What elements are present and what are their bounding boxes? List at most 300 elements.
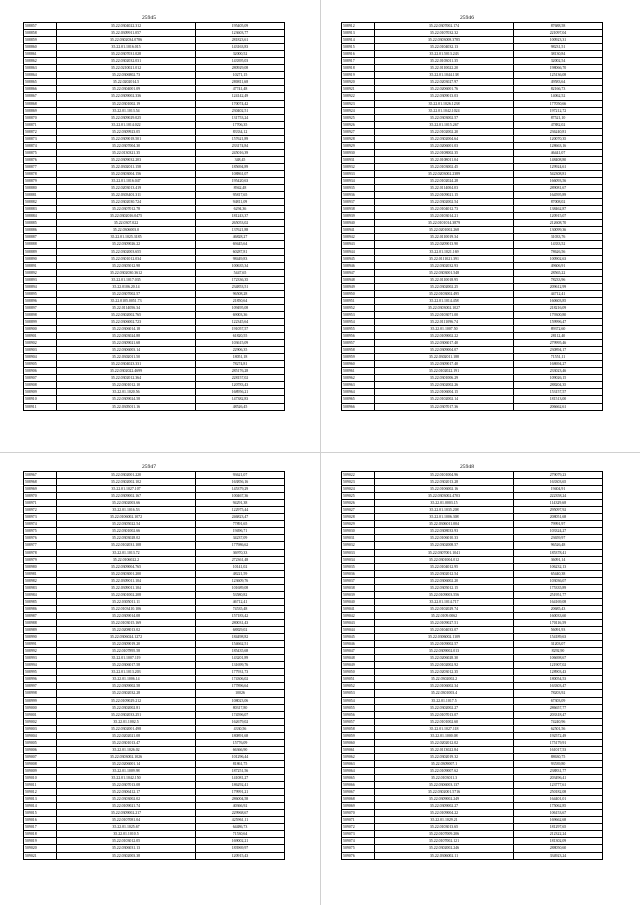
amount-cell: 174596,07	[196, 711, 285, 718]
amount-cell: 289081,67	[514, 185, 603, 192]
cadastral-number-cell: 35.22.01.1017.5	[375, 697, 514, 704]
row-id-cell: 508987	[24, 612, 57, 619]
table-row	[24, 58, 285, 65]
row-id-cell: 509061	[342, 746, 375, 753]
amount-cell: 177931,73	[196, 669, 285, 676]
amount-cell: 46712,41	[196, 598, 285, 605]
amount-cell: 96508,28	[196, 290, 285, 297]
amount-cell: 8292,90	[514, 648, 603, 655]
table-row	[24, 817, 285, 824]
cadastral-number-cell: 35.22.01.1000.08	[375, 732, 514, 739]
row-id-cell: 508870	[24, 114, 57, 121]
table-row	[24, 290, 285, 297]
cadastral-number-cell: 35.22.0309002.013	[375, 648, 514, 655]
amount-cell: 120783,43	[196, 382, 285, 389]
cadastral-number-cell: 35.22.0309013.03	[375, 93, 514, 100]
row-id-cell: 509037	[342, 577, 375, 584]
cadastral-number-cell: 35.22.0305022.54	[57, 521, 196, 528]
cadastral-number-cell: 35.22.0306002.11	[375, 852, 514, 859]
row-id-cell: 508952	[342, 304, 375, 311]
amount-cell: 222358,24	[514, 493, 603, 500]
amount-cell: 229968,67	[196, 810, 285, 817]
amount-cell: 109495,08	[196, 304, 285, 311]
cadastral-number-cell: 35.22.0110022.20	[375, 65, 514, 72]
amount-cell: 120070,35	[514, 135, 603, 142]
cadastral-number-cell: 35.22.0203012.35	[375, 669, 514, 676]
table-row	[342, 199, 603, 206]
table-row	[24, 676, 285, 683]
row-id-cell: 508964	[342, 389, 375, 396]
amount-cell: 179300,80	[514, 311, 603, 318]
cadastral-number-cell: 35.22.0302033.251	[57, 711, 196, 718]
amount-cell: 96526,48	[514, 542, 603, 549]
cadastral-number-cell: 35.22.0106002.16	[375, 486, 514, 493]
table-row	[24, 86, 285, 93]
amount-cell: 131699,76	[196, 662, 285, 669]
amount-cell: 32000,52	[196, 51, 285, 58]
cadastral-number-cell: 35.22.0301002.208	[57, 591, 196, 598]
cadastral-number-cell: 35.22.0309024.58	[57, 396, 196, 403]
amount-cell: 168956,21	[196, 389, 285, 396]
row-id-cell: 509062	[342, 753, 375, 760]
cadastral-number-cell: 35.22.0306412.17	[57, 789, 196, 796]
cadastral-number-cell: 35.22.0302002.27	[375, 704, 514, 711]
cadastral-number-cell: 35.22.0301002.66	[57, 528, 196, 535]
table-row	[24, 704, 285, 711]
amount-cell: 28565,22	[514, 269, 603, 276]
row-id-cell: 509044	[342, 627, 375, 634]
table-row	[342, 472, 603, 479]
amount-cell: 221097,04	[514, 30, 603, 37]
table-row	[24, 584, 285, 591]
table-row	[342, 683, 603, 690]
amount-cell: 87521,10	[514, 114, 603, 121]
cadastral-number-cell: 35.22.0307002.57	[57, 290, 196, 297]
row-id-cell: 508915	[342, 44, 375, 51]
amount-cell: 181297,65	[514, 824, 603, 831]
table-row	[24, 746, 285, 753]
cadastral-number-cell: 35.22.0306011.004	[375, 521, 514, 528]
amount-cell: 154189,63	[514, 634, 603, 641]
row-id-cell: 508899	[24, 318, 57, 325]
row-id-cell: 509001	[24, 711, 57, 718]
table-row	[342, 486, 603, 493]
cadastral-number-cell: 35.22.0309911.057	[57, 30, 196, 37]
table-row	[24, 178, 285, 185]
cadastral-number-cell: 35.22.01.1013.203	[57, 669, 196, 676]
cadastral-number-cell: 35.22.0102022.191	[375, 368, 514, 375]
table-row	[24, 220, 285, 227]
cadastral-number-cell: 35.22.0306802.73	[57, 72, 196, 79]
row-id-cell: 509075	[342, 845, 375, 852]
amount-cell: 19404,91	[514, 486, 603, 493]
table-row	[342, 248, 603, 255]
cadastral-number-cell: 35.22.0309002.27	[375, 803, 514, 810]
cadastral-number-cell: 35.22.0306003.0	[57, 227, 196, 234]
row-id-cell: 508975	[24, 528, 57, 535]
table-row	[24, 163, 285, 170]
amount-cell: 250182,08	[514, 789, 603, 796]
cadastral-number-cell: 35.22.01.1027.118	[375, 725, 514, 732]
table-row	[24, 283, 285, 290]
table-row	[24, 311, 285, 318]
cadastral-number-cell: 35.22.0206001.03	[375, 142, 514, 149]
cadastral-number-cell: 35.22.0306014.18	[57, 326, 196, 333]
row-id-cell: 508888	[24, 241, 57, 248]
amount-cell: 185378,41	[514, 549, 603, 556]
row-id-cell: 508867	[24, 93, 57, 100]
amount-cell: 53580,82	[196, 591, 285, 598]
table-row	[24, 627, 285, 634]
row-id-cell: 508992	[24, 648, 57, 655]
row-id-cell: 508903	[24, 347, 57, 354]
amount-cell: 18051,18	[196, 354, 285, 361]
row-id-cell: 508936	[342, 192, 375, 199]
table-row	[342, 333, 603, 340]
amount-cell: 265053,02	[196, 220, 285, 227]
row-id-cell: 509009	[24, 767, 57, 774]
cadastral-number-cell: 35.22.0309002.167	[57, 493, 196, 500]
amount-cell: 95817,65	[196, 192, 285, 199]
amount-cell: 180054,53	[514, 676, 603, 683]
table-row	[342, 746, 603, 753]
table-row	[24, 655, 285, 662]
amount-cell: 160603,85	[514, 297, 603, 304]
table-row	[342, 605, 603, 612]
table-row	[342, 121, 603, 128]
cadastral-number-cell: 35.22.0303028.02	[57, 535, 196, 542]
table-row	[342, 803, 603, 810]
table-row	[342, 528, 603, 535]
amount-cell: 143201,89	[196, 655, 285, 662]
amount-cell: 228157,02	[196, 375, 285, 382]
row-id-cell: 508996	[24, 676, 57, 683]
cadastral-number-cell: 35.22.0309002.249	[375, 796, 514, 803]
row-id-cell: 508986	[24, 605, 57, 612]
row-id-cell: 508988	[24, 619, 57, 626]
amount-cell: 175062,85	[514, 803, 603, 810]
amount-cell: 121907,02	[514, 662, 603, 669]
row-id-cell: 508922	[342, 93, 375, 100]
table-row	[342, 354, 603, 361]
amount-cell: 94291,38	[196, 500, 285, 507]
amount-cell: 145379,29	[196, 486, 285, 493]
amount-cell: 286657,77	[514, 704, 603, 711]
amount-cell: 61820,55	[196, 333, 285, 340]
amount-cell: 295097,92	[514, 507, 603, 514]
amount-cell: 48526,45	[196, 403, 285, 410]
amount-cell: 181243,37	[196, 213, 285, 220]
table-row	[24, 634, 285, 641]
row-id-cell: 508874	[24, 142, 57, 149]
row-id-cell: 509073	[342, 831, 375, 838]
amount-cell: 234853,51	[196, 283, 285, 290]
ledger-table	[23, 471, 285, 860]
amount-cell: 15776,09	[196, 739, 285, 746]
cadastral-number-cell: 35.22.0111021.391	[375, 255, 514, 262]
table-row	[24, 170, 285, 177]
cadastral-number-cell: 35.22.01.1025.3185	[57, 234, 196, 241]
amount-cell: 542308,81	[514, 170, 603, 177]
cadastral-number-cell: 35.22.0107081.04	[57, 817, 196, 824]
page-bottom-left	[23, 463, 275, 860]
amount-cell: 251951,77	[514, 591, 603, 598]
cadastral-number-cell: 35.22.01.1010.5	[57, 831, 196, 838]
row-id-cell: 509002	[24, 718, 57, 725]
table-row	[24, 192, 285, 199]
row-id-cell: 508995	[24, 669, 57, 676]
amount-cell: 20685,43	[514, 605, 603, 612]
table-row	[24, 493, 285, 500]
row-id-cell: 508950	[342, 290, 375, 297]
cadastral-number-cell: 35.22.0302001.5716	[375, 789, 514, 796]
amount-cell: 101296,44	[196, 753, 285, 760]
table-row	[24, 241, 285, 248]
cadastral-number-cell: 35.22.0301006.29	[375, 375, 514, 382]
row-id-cell: 508920	[342, 79, 375, 86]
table-row	[342, 396, 603, 403]
amount-cell: 172336,35	[196, 276, 285, 283]
row-id-cell: 508882	[24, 199, 57, 206]
table-row	[342, 135, 603, 142]
table-row	[24, 760, 285, 767]
cadastral-number-cell: 35.22.0130321.35	[57, 149, 196, 156]
cadastral-number-cell: 35.22.0109029.212	[57, 697, 196, 704]
cadastral-number-cell: 35.22.0309004.765	[57, 563, 196, 570]
amount-cell: 67303,09	[514, 697, 603, 704]
table-row	[24, 500, 285, 507]
table-row	[24, 528, 285, 535]
row-id-cell: 508941	[342, 227, 375, 234]
amount-cell: 31203,07	[514, 641, 603, 648]
row-id-cell: 508925	[342, 114, 375, 121]
cadastral-number-cell: 35.22.0303002.4703	[375, 493, 514, 500]
row-id-cell: 508977	[24, 542, 57, 549]
amount-cell: 128663,16	[514, 142, 603, 149]
table-row	[24, 199, 285, 206]
table-row	[24, 563, 285, 570]
page-top-left	[23, 14, 275, 411]
table-row	[24, 514, 285, 521]
row-id-cell: 508906	[24, 368, 57, 375]
cadastral-number-cell: 35.22.0109007.62	[375, 767, 514, 774]
cadastral-number-cell: 35.22.0103410.106	[57, 605, 196, 612]
amount-cell: 159996,47	[514, 318, 603, 325]
table-row	[342, 340, 603, 347]
cadastral-number-cell: 35.22.0309018.501	[57, 135, 196, 142]
amount-cell: 60287,81	[196, 248, 285, 255]
row-id-cell: 509058	[342, 725, 375, 732]
table-row	[24, 51, 285, 58]
row-id-cell: 509071	[342, 817, 375, 824]
amount-cell: 281823,61	[196, 37, 285, 44]
amount-cell: 143395,03	[196, 58, 285, 65]
cadastral-number-cell: 35.22.0302013.28	[375, 479, 514, 486]
row-id-cell: 508998	[24, 690, 57, 697]
amount-cell: 233023,46	[514, 368, 603, 375]
cadastral-number-cell: 35.22.0203002.2389	[375, 170, 514, 177]
amount-cell: 93539,80	[514, 760, 603, 767]
table-row	[342, 382, 603, 389]
row-id-cell: 508893	[24, 276, 57, 283]
cadastral-number-cell: 35.22.0109021.15	[375, 192, 514, 199]
table-row	[24, 227, 285, 234]
row-id-cell: 508993	[24, 655, 57, 662]
table-row	[342, 178, 603, 185]
amount-cell: 78274,81	[196, 361, 285, 368]
row-id-cell: 508905	[24, 361, 57, 368]
amount-cell: 230894,17	[514, 347, 603, 354]
row-id-cell: 509059	[342, 732, 375, 739]
table-row	[24, 775, 285, 782]
row-id-cell: 509055	[342, 704, 375, 711]
cadastral-number-cell: 35.22.0201002.268	[375, 227, 514, 234]
table-row	[24, 30, 285, 37]
amount-cell: 163856,16	[196, 479, 285, 486]
table-row	[342, 375, 603, 382]
row-id-cell: 508935	[342, 185, 375, 192]
amount-cell: 348,45	[196, 156, 285, 163]
amount-cell: 44712,41	[514, 290, 603, 297]
row-id-cell: 508904	[24, 354, 57, 361]
amount-cell: 209612,99	[514, 283, 603, 290]
cadastral-number-cell: 35.22.0109027.51	[375, 619, 514, 626]
table-row	[342, 535, 603, 542]
row-id-cell: 508976	[24, 535, 57, 542]
cadastral-number-cell: 35.22.0101002.60	[375, 718, 514, 725]
cadastral-number-cell: 35.22.01.5013.243	[375, 51, 514, 58]
table-row	[24, 255, 285, 262]
amount-cell: 288050,60	[514, 845, 603, 852]
cadastral-number-cell: 35.22.0104012.95	[375, 563, 514, 570]
table-row	[24, 521, 285, 528]
cadastral-number-cell: 35.22.01.1006.14	[57, 676, 196, 683]
amount-cell: 19496,71	[196, 528, 285, 535]
table-row	[24, 697, 285, 704]
table-row	[24, 570, 285, 577]
table-row	[342, 634, 603, 641]
cadastral-number-cell: 35.22.0303002.1026	[57, 753, 196, 760]
cadastral-number-cell: 35.22.0202012.02	[375, 739, 514, 746]
cadastral-number-cell: 35.22.0306024.1272	[57, 634, 196, 641]
row-id-cell: 508970	[24, 493, 57, 500]
row-id-cell: 508875	[24, 149, 57, 156]
amount-cell: 212322,24	[514, 831, 603, 838]
cadastral-number-cell: 35.22.01.1014.458	[375, 297, 514, 304]
cadastral-number-cell: 35.22.0302002.102	[57, 479, 196, 486]
row-id-cell: 508997	[24, 683, 57, 690]
table-row	[342, 591, 603, 598]
amount-cell: 246823,47	[196, 514, 285, 521]
cadastral-number-cell: 35.22.0309004.07	[375, 347, 514, 354]
amount-cell: 31033,76	[514, 234, 603, 241]
row-id-cell: 508860	[24, 44, 57, 51]
amount-cell: 162679,02	[196, 718, 285, 725]
table-row	[24, 389, 285, 396]
row-id-cell: 509048	[342, 655, 375, 662]
row-id-cell: 509035	[342, 563, 375, 570]
row-id-cell: 508884	[24, 213, 57, 220]
amount-cell: 288204,35	[514, 382, 603, 389]
row-id-cell: 508897	[24, 304, 57, 311]
table-row	[24, 248, 285, 255]
row-id-cell: 508940	[342, 220, 375, 227]
table-row	[342, 838, 603, 845]
cadastral-number-cell: 35.22.0307002.174	[375, 23, 514, 30]
cadastral-number-cell: 35.22.0302001.498	[57, 725, 196, 732]
table-row	[342, 697, 603, 704]
amount-cell: 157183,42	[196, 612, 285, 619]
cadastral-number-cell: 35.22.0302011.50	[57, 354, 196, 361]
table-row	[24, 753, 285, 760]
row-id-cell: 508918	[342, 65, 375, 72]
row-id-cell: 509018	[24, 831, 57, 838]
table-row	[24, 486, 285, 493]
row-id-cell: 509069	[342, 803, 375, 810]
table-row	[24, 472, 285, 479]
cadastral-number-cell: 35.22.0101014.3879	[375, 220, 514, 227]
ledger-table	[341, 471, 603, 860]
row-id-cell: 509065	[342, 775, 375, 782]
table-row	[342, 704, 603, 711]
amount-cell: 40366,92	[196, 803, 285, 810]
row-id-cell: 509028	[342, 514, 375, 521]
cadastral-number-cell: 35.22.0309011.104	[57, 584, 196, 591]
row-id-cell: 508983	[24, 584, 57, 591]
cadastral-number-cell: 35.22.0302002.81	[57, 704, 196, 711]
amount-cell: 334923,24	[514, 852, 603, 859]
cadastral-number-cell: 35.22.0209013.90	[375, 241, 514, 248]
amount-cell: 425961,11	[196, 817, 285, 824]
row-id-cell: 509027	[342, 507, 375, 514]
cadastral-number-cell: 35.22.0304022.312	[57, 23, 196, 30]
table-row	[24, 507, 285, 514]
table-row	[342, 641, 603, 648]
amount-cell: 130099,36	[514, 227, 603, 234]
row-id-cell: 508914	[342, 37, 375, 44]
table-row	[342, 556, 603, 563]
table-row	[24, 641, 285, 648]
amount-cell: 177896,64	[196, 683, 285, 690]
table-row	[24, 37, 285, 44]
cadastral-number-cell: 35.22.0110018.95	[375, 276, 514, 283]
cadastral-number-cell: 35.22.0107895.58	[57, 648, 196, 655]
table-row	[342, 718, 603, 725]
row-id-cell: 509003	[24, 725, 57, 732]
cadastral-number-cell: 35.22.01.1016.53	[57, 507, 196, 514]
cadastral-number-cell: 35.22.01.0003.15	[375, 500, 514, 507]
row-id-cell: 508921	[342, 86, 375, 93]
table-row	[24, 591, 285, 598]
row-id-cell: 508966	[342, 403, 375, 410]
table-row	[24, 114, 285, 121]
page-number: 25946	[460, 15, 474, 21]
table-row	[342, 65, 603, 72]
cadastral-number-cell: 35.22.0307031.028	[57, 51, 196, 58]
row-id-cell: 509056	[342, 711, 375, 718]
row-id-cell: 508985	[24, 598, 57, 605]
cadastral-number-cell: 35.22.01.1021.169	[375, 248, 514, 255]
amount-cell: 100467,36	[196, 493, 285, 500]
table-row	[24, 79, 285, 86]
row-id-cell: 509060	[342, 739, 375, 746]
cadastral-number-cell: 35.22.0309014.08	[57, 612, 196, 619]
amount-cell: 236240,81	[514, 128, 603, 135]
row-id-cell: 508982	[24, 577, 57, 584]
row-id-cell: 508877	[24, 163, 57, 170]
table-row	[342, 30, 603, 37]
table-row	[342, 796, 603, 803]
